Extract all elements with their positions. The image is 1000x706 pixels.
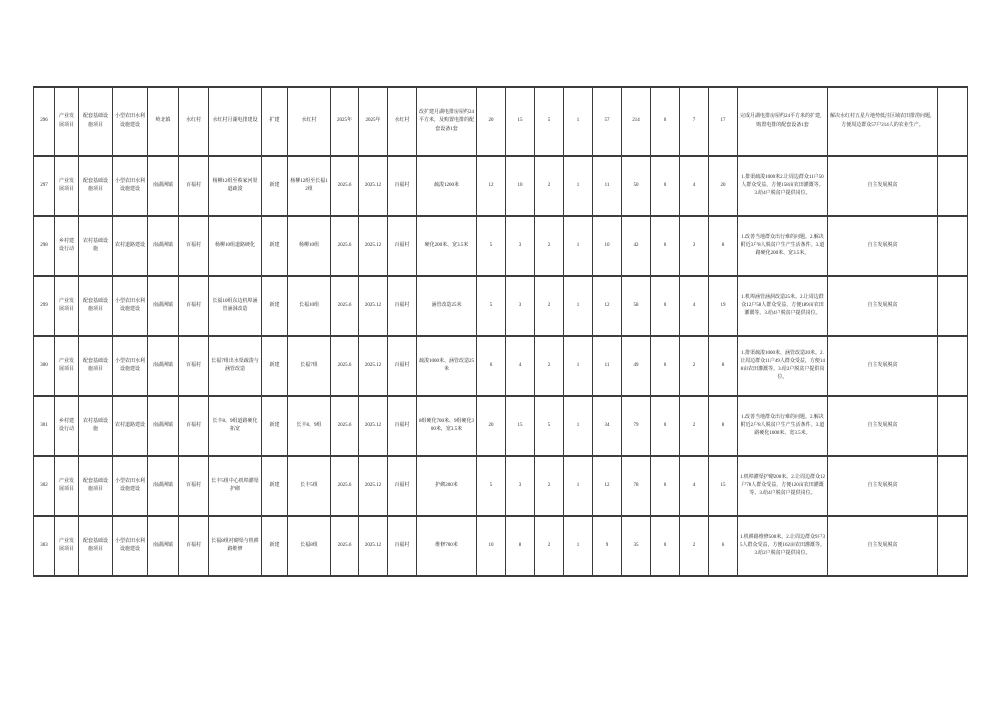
cell-n9: 15 bbox=[709, 456, 738, 516]
cell-location: 长福7组 bbox=[288, 336, 331, 396]
cell-category3: 小型农田水利设施建设 bbox=[113, 156, 148, 216]
cell-note bbox=[938, 516, 968, 576]
cell-poverty: 自主发展脱贫 bbox=[828, 396, 938, 456]
cell-n6: 79 bbox=[622, 396, 651, 456]
cell-n4: 1 bbox=[564, 276, 593, 336]
cell-benefit: 完成月湖电排房屋约24平方米的扩建，购置电排的配套设备1套 bbox=[738, 87, 828, 156]
cell-n6: 50 bbox=[622, 156, 651, 216]
cell-town: 南湖洲镇 bbox=[148, 156, 179, 216]
cell-benefit: 1.排渠疏浚1000米、涵管改造20米。2.让周边群众11户49人群众受益，方便148亩农田灌溉等。3.给2户脱贫户提供岗位。 bbox=[738, 336, 828, 396]
table-row bbox=[34, 396, 968, 456]
cell-n7: 0 bbox=[651, 336, 680, 396]
cell-n2: 3 bbox=[506, 216, 535, 276]
cell-poverty: 自主发展脱贫 bbox=[828, 216, 938, 276]
cell-name: 长福8组衬砌渠与机耕路维修 bbox=[209, 516, 262, 576]
cell-poverty: 自主发展脱贫 bbox=[828, 276, 938, 336]
cell-end: 2025.12 bbox=[359, 516, 388, 576]
cell-no: 302 bbox=[34, 456, 55, 516]
cell-nature: 新建 bbox=[262, 216, 288, 276]
cell-task: 改扩建月湖电排房屋约24平方米，及购置电排的配套设备1套 bbox=[417, 87, 477, 156]
cell-n3: 5 bbox=[535, 396, 564, 456]
cell-n4: 1 bbox=[564, 456, 593, 516]
cell-n8: 2 bbox=[680, 336, 709, 396]
cell-end: 2025.12 bbox=[359, 216, 388, 276]
cell-n9: 19 bbox=[709, 276, 738, 336]
cell-name: 长丰8、9组道路硬化拓宽 bbox=[209, 396, 262, 456]
cell-n3: 2 bbox=[535, 216, 564, 276]
cell-end: 2025.12 bbox=[359, 396, 388, 456]
cell-no: 297 bbox=[34, 156, 55, 216]
cell-no: 301 bbox=[34, 396, 55, 456]
cell-n6: 78 bbox=[622, 456, 651, 516]
cell-unit: 百福村 bbox=[388, 216, 417, 276]
cell-category1: 产业发展项目 bbox=[55, 276, 79, 336]
cell-location: 水红村 bbox=[288, 87, 331, 156]
cell-n5: 57 bbox=[593, 87, 622, 156]
cell-category1: 产业发展项目 bbox=[55, 456, 79, 516]
cell-village: 百福村 bbox=[179, 456, 209, 516]
cell-n3: 2 bbox=[535, 336, 564, 396]
cell-n1: 20 bbox=[477, 87, 506, 156]
cell-n4: 1 bbox=[564, 216, 593, 276]
table-row bbox=[34, 87, 968, 156]
cell-n6: 42 bbox=[622, 216, 651, 276]
cell-n8: 4 bbox=[680, 276, 709, 336]
cell-poverty: 解决水红村五星片地势低洼区域农田排涝问题，方便周边群众57户214人的农业生产。 bbox=[828, 87, 938, 156]
cell-n2: 4 bbox=[506, 336, 535, 396]
cell-location: 长丰8、9组 bbox=[288, 396, 331, 456]
cell-town: 南湖洲镇 bbox=[148, 516, 179, 576]
cell-n2: 3 bbox=[506, 276, 535, 336]
cell-no: 300 bbox=[34, 336, 55, 396]
cell-n5: 10 bbox=[593, 216, 622, 276]
cell-n1: 6 bbox=[477, 336, 506, 396]
table-row bbox=[34, 516, 968, 576]
cell-name: 长福7组出水渠疏浚与涵管改造 bbox=[209, 336, 262, 396]
cell-n3: 2 bbox=[535, 276, 564, 336]
cell-poverty: 自主发展脱贫 bbox=[828, 456, 938, 516]
cell-name: 杨柳12组至蔡家河渠道疏浚 bbox=[209, 156, 262, 216]
cell-n1: 5 bbox=[477, 276, 506, 336]
cell-n9: 8 bbox=[709, 336, 738, 396]
cell-start: 2025.6 bbox=[331, 456, 359, 516]
cell-no: 299 bbox=[34, 276, 55, 336]
cell-category1: 乡村建设行动 bbox=[55, 216, 79, 276]
cell-no: 298 bbox=[34, 216, 55, 276]
cell-category3: 小型农田水利设施建设 bbox=[113, 456, 148, 516]
cell-category2: 配套基础设施项目 bbox=[79, 156, 113, 216]
cell-category3: 小型农田水利设施建设 bbox=[113, 516, 148, 576]
cell-town: 南湖洲镇 bbox=[148, 216, 179, 276]
cell-category2: 配套基础设施项目 bbox=[79, 456, 113, 516]
cell-n1: 5 bbox=[477, 216, 506, 276]
cell-nature: 新建 bbox=[262, 156, 288, 216]
cell-nature: 新建 bbox=[262, 516, 288, 576]
cell-name: 长福10组东边机埠涵管涵洞改造 bbox=[209, 276, 262, 336]
cell-village: 水红村 bbox=[179, 87, 209, 156]
cell-note bbox=[938, 396, 968, 456]
cell-category1: 产业发展项目 bbox=[55, 156, 79, 216]
cell-note bbox=[938, 156, 968, 216]
cell-task: 护砌200米 bbox=[417, 456, 477, 516]
cell-start: 2025.6 bbox=[331, 156, 359, 216]
cell-n8: 2 bbox=[680, 516, 709, 576]
cell-town: 南湖洲镇 bbox=[148, 336, 179, 396]
cell-n3: 2 bbox=[535, 456, 564, 516]
cell-town: 南湖洲镇 bbox=[148, 456, 179, 516]
cell-n2: 15 bbox=[506, 396, 535, 456]
cell-note bbox=[938, 216, 968, 276]
cell-village: 百福村 bbox=[179, 216, 209, 276]
cell-n9: 8 bbox=[709, 216, 738, 276]
cell-n8: 7 bbox=[680, 87, 709, 156]
cell-n7: 0 bbox=[651, 516, 680, 576]
cell-benefit: 1.改善当地群众出行难的问题。2.解决附近2户8人脱贫户生产生活条件。3.道路硬化1000米、宽3.5米。 bbox=[738, 396, 828, 456]
cell-n5: 11 bbox=[593, 336, 622, 396]
cell-n4: 1 bbox=[564, 336, 593, 396]
cell-task: 维修700米 bbox=[417, 516, 477, 576]
cell-n3: 2 bbox=[535, 516, 564, 576]
cell-category1: 产业发展项目 bbox=[55, 516, 79, 576]
cell-start: 2025.6 bbox=[331, 396, 359, 456]
cell-unit: 百福村 bbox=[388, 336, 417, 396]
cell-n4: 1 bbox=[564, 156, 593, 216]
cell-n6: 214 bbox=[622, 87, 651, 156]
cell-n1: 12 bbox=[477, 156, 506, 216]
cell-note bbox=[938, 87, 968, 156]
cell-note bbox=[938, 336, 968, 396]
cell-n8: 2 bbox=[680, 396, 709, 456]
cell-n6: 49 bbox=[622, 336, 651, 396]
cell-category1: 产业发展项目 bbox=[55, 336, 79, 396]
cell-category1: 产业发展项目 bbox=[55, 87, 79, 156]
cell-end: 2025.12 bbox=[359, 336, 388, 396]
cell-n2: 8 bbox=[506, 516, 535, 576]
cell-n7: 0 bbox=[651, 87, 680, 156]
cell-town: 南湖洲镇 bbox=[148, 396, 179, 456]
table-row bbox=[34, 216, 968, 276]
cell-no: 296 bbox=[34, 87, 55, 156]
cell-category3: 小型农田水利设施建设 bbox=[113, 276, 148, 336]
cell-n7: 0 bbox=[651, 216, 680, 276]
project-table-wrap bbox=[33, 86, 967, 577]
cell-task: 疏浚1200米 bbox=[417, 156, 477, 216]
cell-n4: 1 bbox=[564, 396, 593, 456]
cell-benefit: 1.机埠灌渠护砌200米。2.让周边群众12户78人群众受益，方便120亩农田灌溉等。3.给4户脱贫户提供岗位。 bbox=[738, 456, 828, 516]
cell-location: 长福10组 bbox=[288, 276, 331, 336]
cell-task: 硬化200米、宽3.5米 bbox=[417, 216, 477, 276]
cell-n1: 20 bbox=[477, 396, 506, 456]
cell-n2: 3 bbox=[506, 456, 535, 516]
cell-end: 2025年 bbox=[359, 87, 388, 156]
cell-n7: 0 bbox=[651, 276, 680, 336]
cell-nature: 新建 bbox=[262, 456, 288, 516]
cell-end: 2025.12 bbox=[359, 156, 388, 216]
cell-village: 百福村 bbox=[179, 156, 209, 216]
cell-category2: 农村基础设施 bbox=[79, 216, 113, 276]
cell-location: 长丰5组 bbox=[288, 456, 331, 516]
cell-n5: 12 bbox=[593, 276, 622, 336]
cell-n3: 5 bbox=[535, 87, 564, 156]
cell-town: 岭北镇 bbox=[148, 87, 179, 156]
cell-benefit: 1.机耕路维修500米。2.让周边群众9户35人群众受益，方便162亩农田灌溉等。3.给2户脱贫户提供岗位。 bbox=[738, 516, 828, 576]
table-row bbox=[34, 456, 968, 516]
cell-n9: 17 bbox=[709, 87, 738, 156]
cell-village: 百福村 bbox=[179, 276, 209, 336]
cell-benefit: 1.排渠疏浚1000米2.让周边群众11户50人群众受益，方便158亩农田灌溉等。3.给4户脱贫户提供岗位。 bbox=[738, 156, 828, 216]
cell-name: 长丰5组中心机埠灌渠护砌 bbox=[209, 456, 262, 516]
cell-n9: 20 bbox=[709, 156, 738, 216]
cell-task: 疏浚1000米、涵管改造25米 bbox=[417, 336, 477, 396]
cell-category3: 小型农田水利设施建设 bbox=[113, 87, 148, 156]
table-row bbox=[34, 156, 968, 216]
table-row bbox=[34, 276, 968, 336]
cell-unit: 水红村 bbox=[388, 87, 417, 156]
cell-start: 2025年 bbox=[331, 87, 359, 156]
cell-n5: 12 bbox=[593, 456, 622, 516]
cell-name: 杨柳10组道路硬化 bbox=[209, 216, 262, 276]
cell-n7: 0 bbox=[651, 156, 680, 216]
cell-poverty: 自主发展脱贫 bbox=[828, 156, 938, 216]
table-row bbox=[34, 336, 968, 396]
cell-n3: 2 bbox=[535, 156, 564, 216]
cell-end: 2025.12 bbox=[359, 456, 388, 516]
cell-end: 2025.12 bbox=[359, 276, 388, 336]
cell-n6: 35 bbox=[622, 516, 651, 576]
cell-n9: 8 bbox=[709, 396, 738, 456]
cell-task: 涵管改造25米 bbox=[417, 276, 477, 336]
cell-start: 2025.6 bbox=[331, 336, 359, 396]
cell-n6: 58 bbox=[622, 276, 651, 336]
cell-unit: 百福村 bbox=[388, 276, 417, 336]
cell-location: 长福8组 bbox=[288, 516, 331, 576]
cell-location: 杨柳10组 bbox=[288, 216, 331, 276]
cell-n5: 9 bbox=[593, 516, 622, 576]
project-table-body bbox=[34, 87, 968, 576]
cell-n2: 10 bbox=[506, 156, 535, 216]
cell-village: 百福村 bbox=[179, 336, 209, 396]
cell-n2: 15 bbox=[506, 87, 535, 156]
cell-category2: 配套基础设施项目 bbox=[79, 276, 113, 336]
cell-category2: 配套基础设施项目 bbox=[79, 516, 113, 576]
cell-n4: 1 bbox=[564, 87, 593, 156]
cell-task: 8组硬化700米、9组硬化300米，宽3.5米 bbox=[417, 396, 477, 456]
cell-village: 百福村 bbox=[179, 396, 209, 456]
cell-village: 百福村 bbox=[179, 516, 209, 576]
cell-unit: 百福村 bbox=[388, 156, 417, 216]
cell-note bbox=[938, 276, 968, 336]
cell-benefit: 1.机埠涵管涵洞改造25米。2.让周边群众12户58人群众受益，方便189亩农田灌溉等。3.给4户脱贫户提供岗位。 bbox=[738, 276, 828, 336]
cell-n7: 0 bbox=[651, 396, 680, 456]
cell-n4: 1 bbox=[564, 516, 593, 576]
cell-unit: 百福村 bbox=[388, 456, 417, 516]
cell-n8: 3 bbox=[680, 216, 709, 276]
cell-nature: 扩建 bbox=[262, 87, 288, 156]
cell-no: 303 bbox=[34, 516, 55, 576]
cell-unit: 百福村 bbox=[388, 516, 417, 576]
cell-poverty: 自主发展脱贫 bbox=[828, 336, 938, 396]
cell-n8: 4 bbox=[680, 456, 709, 516]
cell-category3: 农村道路建设 bbox=[113, 396, 148, 456]
cell-nature: 新建 bbox=[262, 336, 288, 396]
cell-note bbox=[938, 456, 968, 516]
cell-category2: 配套基础设施项目 bbox=[79, 87, 113, 156]
cell-start: 2025.6 bbox=[331, 276, 359, 336]
cell-n7: 0 bbox=[651, 456, 680, 516]
cell-category1: 乡村建设行动 bbox=[55, 396, 79, 456]
cell-category3: 小型农田水利设施建设 bbox=[113, 336, 148, 396]
cell-town: 南湖洲镇 bbox=[148, 276, 179, 336]
project-table bbox=[33, 86, 968, 577]
cell-n1: 10 bbox=[477, 516, 506, 576]
cell-location: 杨柳12组至长福12组 bbox=[288, 156, 331, 216]
cell-nature: 新建 bbox=[262, 396, 288, 456]
cell-nature: 新建 bbox=[262, 276, 288, 336]
cell-name: 水红村月湖电排建设 bbox=[209, 87, 262, 156]
cell-n9: 6 bbox=[709, 516, 738, 576]
cell-category2: 农村基础设施 bbox=[79, 396, 113, 456]
cell-poverty: 自主发展脱贫 bbox=[828, 516, 938, 576]
cell-n5: 11 bbox=[593, 156, 622, 216]
cell-start: 2025.6 bbox=[331, 516, 359, 576]
cell-category2: 配套基础设施项目 bbox=[79, 336, 113, 396]
cell-start: 2025.6 bbox=[331, 216, 359, 276]
cell-n5: 34 bbox=[593, 396, 622, 456]
cell-unit: 百福村 bbox=[388, 396, 417, 456]
cell-benefit: 1.改善当地群众出行难的问题。2.解决附近3户8人脱贫户生产生活条件。3.道路硬化200米、宽3.5米。 bbox=[738, 216, 828, 276]
cell-n1: 5 bbox=[477, 456, 506, 516]
cell-n8: 4 bbox=[680, 156, 709, 216]
cell-category3: 农村道路建设 bbox=[113, 216, 148, 276]
